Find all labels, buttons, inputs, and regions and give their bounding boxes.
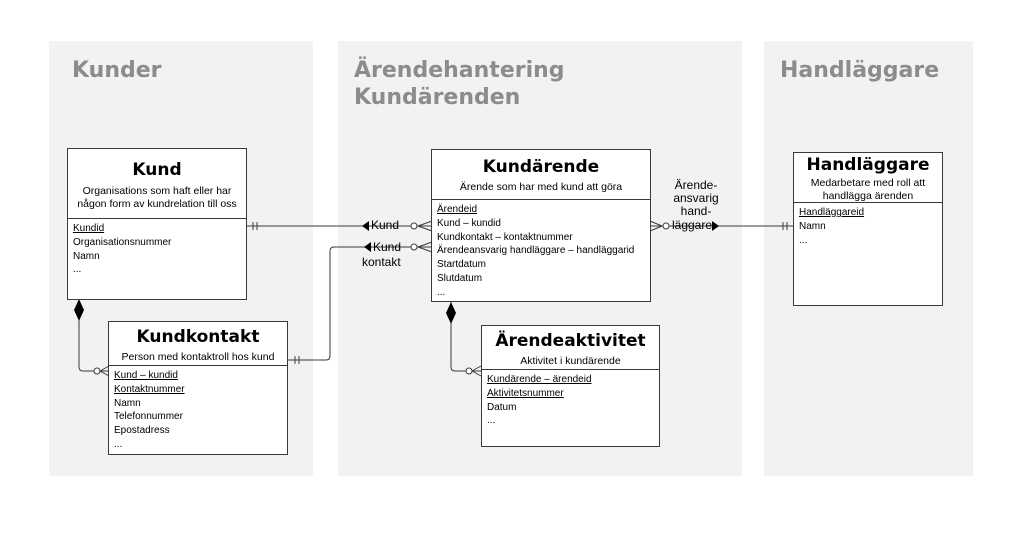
lane-title-arendehantering: Ärendehantering [354,58,565,83]
attr-kundarende-arendeid: Ärendeid [437,204,478,215]
rel-mark-kundarende2-crow-b [418,247,432,252]
attr-handlaggare-namn: Namn [799,220,826,232]
attr-arendeaktivitet-aktivitetsnummer: Aktivitetsnummer [487,387,564,399]
attr-kundkontakt-kundid: Kund – kundid [114,370,178,381]
attr-kundkontakt-more: ... [114,438,123,450]
rel-mark-arendeaktivitet-zero [466,368,472,374]
rel-mark-arendeaktivitet-crow-a [472,366,481,371]
attr-kundarende-kundid: Kund – kundid [437,217,501,229]
attr-kundarende-slutdatum: Slutdatum [437,272,483,284]
entity-handlaggare [793,152,943,306]
attr-kund-kundid: Kundid [73,223,105,234]
entity-kund-desc-1: Organisations som haft eller har [82,185,232,197]
rel-mark-kundarende3-crow-b [650,226,662,231]
entity-handlaggare-attributes [794,203,942,250]
attr-kund-organisationsnummer: Organisationsnummer [73,236,172,248]
attr-kundkontakt-namn: Namn [114,397,141,409]
entity-arendeaktivitet-name: Ärendeaktivitet [495,331,646,351]
entity-handlaggare-desc-1: Medarbetare med roll att [810,177,926,189]
attr-kundkontakt-kontaktnummer: Kontaktnummer [114,383,185,395]
entity-arendeaktivitet [481,325,660,447]
attr-arendeaktivitet-arendeid: Kundärende – ärendeid [487,374,592,385]
rel-label-arendeansvarig-1: Ärende- [674,178,718,192]
lane-title-handlaggare: Handläggare [780,58,940,83]
attr-handlaggare-more: ... [799,234,808,246]
entity-kundarende [431,149,651,302]
entity-kundkontakt-desc: Person med kontaktroll hos kund [121,351,275,363]
entity-handlaggare-name: Handläggare [806,155,930,175]
rel-label-arendeansvarig-4: läggare [671,218,713,232]
rel-label-kundkontakt-2: kontakt [362,255,401,269]
entity-kundarende-header [432,150,650,200]
attr-kundkontakt-epostadress: Epostadress [114,425,170,437]
entity-kund-desc-2: någon form av kundrelation till oss [77,198,237,210]
entity-kundarende-desc: Ärende som har med kund att göra [459,181,623,193]
attr-kundarende-kontaktnummer: Kundkontakt – kontaktnummer [437,231,573,243]
entity-kundkontakt-name: Kundkontakt [136,327,260,347]
attr-kundarende-startdatum: Startdatum [437,259,486,271]
rel-mark-kundkontakt-zero [94,368,100,374]
direction-arrow-kund [362,221,369,231]
entity-arendeaktivitet-header [482,326,659,370]
composition-diamond-kund [74,299,84,321]
attr-handlaggare-handlaggareid: Handläggareid [799,207,865,218]
entity-arendeaktivitet-desc: Aktivitet i kundärende [520,355,621,367]
rel-mark-kundarende2-zero [411,244,417,250]
rel-mark-kundarende-zero [411,223,417,229]
attr-kundkontakt-telefonnummer: Telefonnummer [114,411,183,423]
rel-label-kund: Kund [371,218,400,232]
rel-line-kundkontakt-kundarende [288,247,432,360]
entity-kund-name: Kund [132,160,182,180]
entity-handlaggare-desc-2: handlägga ärenden [822,190,914,202]
entity-kundkontakt-attributes [109,366,287,455]
entity-kundkontakt [108,321,288,455]
lane-title-kundarenden: Kundärenden [354,85,521,110]
lane-title-kunder: Kunder [72,58,162,83]
attr-arendeaktivitet-datum: Datum [487,401,517,413]
rel-label-arendeansvarig-3: hand- [680,204,712,218]
rel-label-kundkontakt-1: Kund [373,240,402,254]
rel-mark-kundarende-crow-a [418,221,432,226]
entity-kundarende-name: Kundärende [482,157,600,177]
entity-kund [67,148,247,300]
rel-mark-kundarende-crow-b [418,226,432,231]
attr-arendeaktivitet-more: ... [487,415,496,427]
rel-mark-arendeaktivitet-crow-b [472,371,481,376]
rel-mark-kundarende3-crow-a [650,221,662,226]
entity-handlaggare-header [794,153,942,203]
attr-kundarende-handlaggarid: Ärendeansvarig handläggare – handläggarid [437,245,635,257]
composition-diamond-kundarende [446,302,456,324]
entity-kund-header [68,149,246,219]
rel-mark-kundarende2-crow-a [418,242,432,247]
attr-kund-namn: Namn [73,250,100,262]
entity-kund-attributes [68,219,246,280]
entity-kundkontakt-header [109,322,287,366]
rel-label-arendeansvarig-2: ansvarig [673,191,719,205]
direction-arrow-kundkontakt [364,242,371,252]
entity-kundarende-attributes [432,200,650,303]
entity-arendeaktivitet-attributes [482,370,659,431]
attr-kundarende-more: ... [437,286,446,298]
attr-kund-more: ... [73,264,82,276]
